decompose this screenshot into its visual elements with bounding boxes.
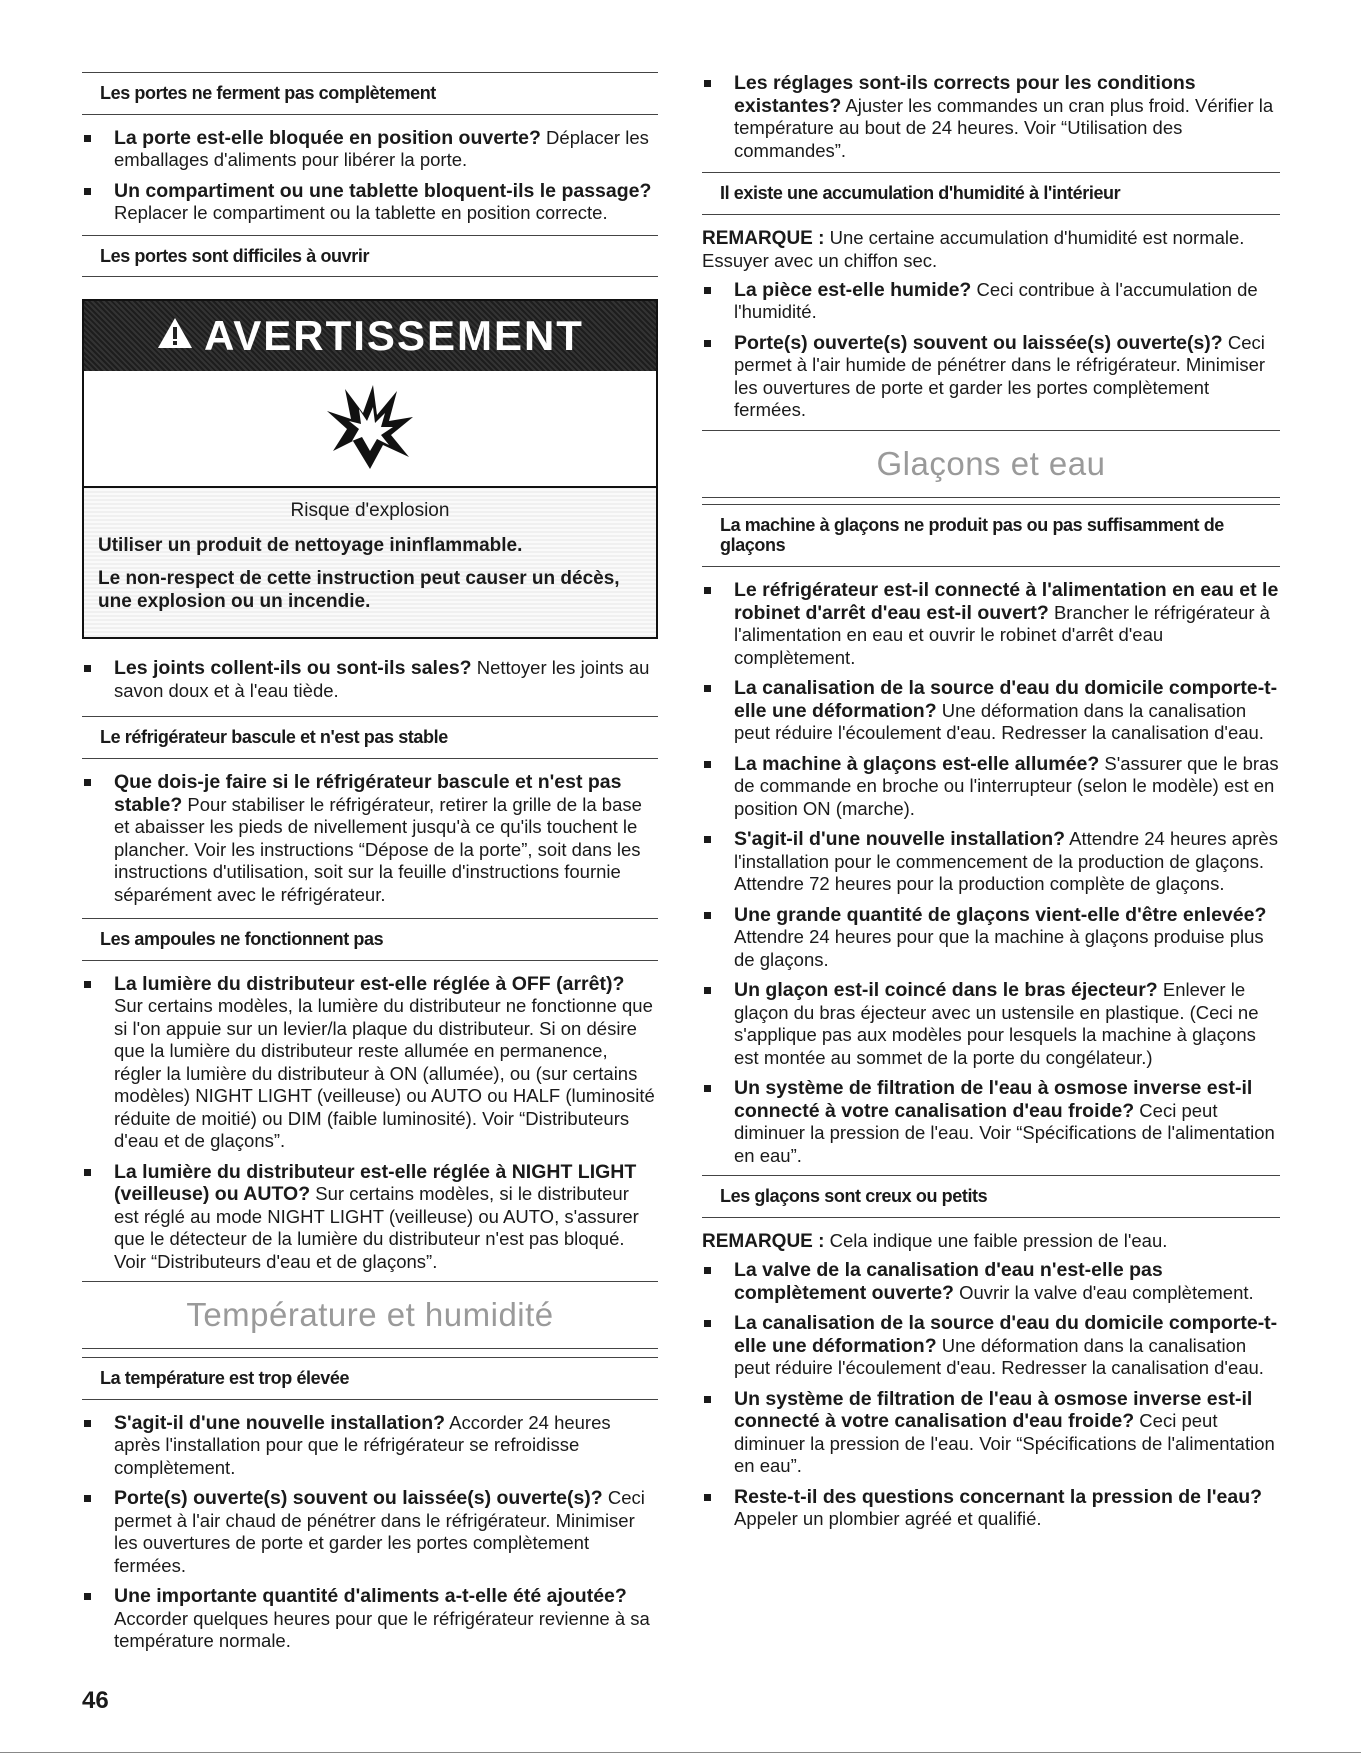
list-item: La canalisation de la source d'eau du domicile comporte-t-elle une déformation? Une déformation dans la canalisation peut réduire l'écoulement d'eau. Redresser la canalisation d'eau. (702, 677, 1280, 745)
heading-humidity: Il existe une accumulation d'humidité à l'intérieur (702, 172, 1280, 215)
list-item: La valve de la canalisation d'eau n'est-elle pas complètement ouverte? Ouvrir la valve d'eau complètement. (702, 1259, 1280, 1304)
list-humidity (702, 279, 1280, 422)
list-item: Les joints collent-ils ou sont-ils sales? Nettoyer les joints au savon doux et à l'eau tiède. (82, 657, 658, 702)
warning-box (82, 299, 658, 639)
warning-header-text: AVERTISSEMENT (204, 312, 584, 360)
explosion-icon (325, 381, 415, 476)
heading-tips: Le réfrigérateur bascule et n'est pas stable (82, 716, 658, 759)
list-item: Un système de filtration de l'eau à osmose inverse est-il connecté à votre canalisation d'eau froide? Ceci peut diminuer la pression de l'eau. Voir “Spécifications de l'alimentation en eau”. (702, 1077, 1280, 1167)
heading-doors-not-close: Les portes ne ferment pas complètement (82, 72, 658, 115)
list-item: Une importante quantité d'aliments a-t-elle été ajoutée? Accorder quelques heures pour que le réfrigérateur revienne à sa température normale. (82, 1585, 658, 1653)
explosion-pictogram (84, 371, 656, 488)
list-item: Le réfrigérateur est-il connecté à l'alimentation en eau et le robinet d'arrêt d'eau est-il ouvert? Brancher le réfrigérateur à l'alimentation en eau et ouvrir le robinet d'arrêt d'eau complètement. (702, 579, 1280, 669)
list-item: Porte(s) ouverte(s) souvent ou laissée(s) ouverte(s)? Ceci permet à l'air chaud de pénétrer dans le réfrigérateur. Minimiser les ouvertures de porte et garder les portes complètement fermées. (82, 1487, 658, 1577)
heading-bulbs: Les ampoules ne fonctionnent pas (82, 918, 658, 961)
list-item: La pièce est-elle humide? Ceci contribue à l'accumulation de l'humidité. (702, 279, 1280, 324)
list-temp-high (82, 1412, 658, 1653)
list-bulbs (82, 973, 658, 1274)
bottom-divider (0, 1752, 1361, 1753)
list-gaskets (82, 657, 658, 702)
list-item: La canalisation de la source d'eau du domicile comporte-t-elle une déformation? Une déformation dans la canalisation peut réduire l'écoulement d'eau. Redresser la canalisation d'eau. (702, 1312, 1280, 1380)
list-item: La lumière du distributeur est-elle réglée à NIGHT LIGHT (veilleuse) ou AUTO? Sur certains modèles, si le distributeur est réglé au mode NIGHT LIGHT (veilleuse) ou AUTO, s'assurer que le détecteur de la lumière du distributeur n'est pas bloqué. Voir “Distributeurs d'eau et de glaçons”. (82, 1161, 658, 1274)
list-item: Les réglages sont-ils corrects pour les conditions existantes? Ajuster les commandes un cran plus froid. Vérifier la température au bout de 24 heures. Voir “Utilisation des commandes”. (702, 72, 1280, 162)
heading-temp-high: La température est trop élevée (82, 1357, 658, 1400)
list-hollow (702, 1259, 1280, 1531)
page-number: 46 (82, 1687, 109, 1714)
left-column (82, 72, 658, 1661)
warning-header (84, 301, 656, 371)
list-item: Un glaçon est-il coincé dans le bras éjecteur? Enlever le glaçon du bras éjecteur avec un ustensile en plastique. (Ceci ne s'applique pas aux modèles pour lesquels la machine à glaçons est montée au sommet de la porte du congélateur.) (702, 979, 1280, 1069)
list-doors-not-close (82, 127, 658, 225)
warning-line-1: Utiliser un produit de nettoyage ininflammable. (98, 535, 523, 557)
right-column (702, 72, 1280, 1539)
list-item: S'agit-il d'une nouvelle installation? Accorder 24 heures après l'installation pour que le réfrigérateur se refroidisse complètement. (82, 1412, 658, 1480)
section-title-ice: Glaçons et eau (702, 430, 1280, 498)
list-item: Un compartiment ou une tablette bloquent-ils le passage? Replacer le compartiment ou la tablette en position correcte. (82, 180, 658, 225)
list-item: La porte est-elle bloquée en position ouverte? Déplacer les emballages d'aliments pour libérer la porte. (82, 127, 658, 172)
section-title-temperature: Température et humidité (82, 1281, 658, 1349)
heading-hollow: Les glaçons sont creux ou petits (702, 1175, 1280, 1218)
list-item: Porte(s) ouverte(s) souvent ou laissée(s) ouverte(s)? Ceci permet à l'air humide de pénétrer dans le réfrigérateur. Minimiser les ouvertures de porte et garder les portes complètement fermées. (702, 332, 1280, 422)
list-item: Reste-t-il des questions concernant la pression de l'eau? Appeler un plombier agréé et qualifié. (702, 1486, 1280, 1531)
list-settings (702, 72, 1280, 162)
list-item: Que dois-je faire si le réfrigérateur bascule et n'est pas stable? Pour stabiliser le réfrigérateur, retirer la grille de la base et abaisser les pieds de nivellement jusqu'à ce qu'ils touchent le plancher. Voir les instructions “Dépose de la porte”, soit dans les instructions d'utilisation, soit sur la feuille d'instructions fournie séparément avec le réfrigérateur. (82, 771, 658, 906)
list-item: La machine à glaçons est-elle allumée? S'assurer que le bras de commande en broche ou l'interrupteur (selon le modèle) est en position ON (marche). (702, 753, 1280, 821)
list-tips (82, 771, 658, 906)
warning-title: Risque d'explosion (290, 500, 450, 522)
humidity-note: REMARQUE : Une certaine accumulation d'humidité est normale. Essuyer avec un chiffon sec. (702, 226, 1245, 272)
list-item: S'agit-il d'une nouvelle installation? Attendre 24 heures après l'installation pour le commencement de la production de glaçons. Attendre 72 heures pour la production complète de glaçons. (702, 828, 1280, 896)
heading-ice-maker: La machine à glaçons ne produit pas ou pas suffisamment de glaçons (702, 504, 1280, 567)
heading-doors-hard: Les portes sont difficiles à ouvrir (82, 235, 658, 278)
warning-line-2: Le non-respect de cette instruction peut causer un décès, une explosion ou un incendie. (98, 568, 620, 613)
list-item: La lumière du distributeur est-elle réglée à OFF (arrêt)? Sur certains modèles, la lumière du distributeur ne fonctionne que si l'on appuie sur un levier/la plaque du distributeur. Si on désire que la lumière du distributeur reste allumée en permanence, régler la lumière du distributeur à ON (allumée), ou (sur certains modèles) NIGHT LIGHT (veilleuse) ou AUTO ou HALF (luminosité réduite de moitié) ou DIM (faible luminosité). Voir “Distributeurs d'eau et de glaçons”. (82, 973, 658, 1153)
list-item: Une grande quantité de glaçons vient-elle d'être enlevée? Attendre 24 heures pour que la machine à glaçons produise plus de glaçons. (702, 904, 1280, 972)
warning-triangle-icon (156, 312, 194, 360)
hollow-note: REMARQUE : Cela indique une faible pression de l'eau. (702, 1229, 1168, 1252)
list-item: Un système de filtration de l'eau à osmose inverse est-il connecté à votre canalisation d'eau froide? Ceci peut diminuer la pression de l'eau. Voir “Spécifications de l'alimentation en eau”. (702, 1388, 1280, 1478)
list-ice-maker (702, 579, 1280, 1167)
warning-body (84, 488, 656, 637)
